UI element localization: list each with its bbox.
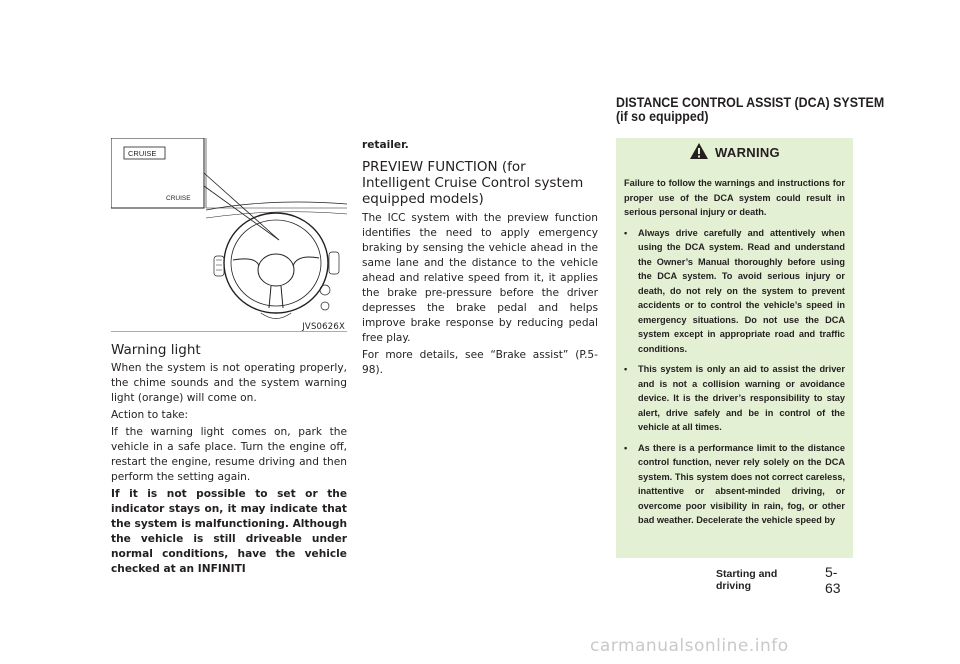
preview-function-heading: PREVIEW FUNCTION (for Intelligent Cruise Control system equipped models) xyxy=(362,159,584,207)
list-item: • Always drive carefully and attentively when using the DCA system. Read and understand the Owner’s Manual thoroughly before using the DCA system. To avoid serious injury or death, do not rely on the system to prevent accidents or to control the vehicle’s speed in emergency situations. Do not use the DCA system except in appropriate road and traffic conditions. xyxy=(624,227,845,354)
warning-body xyxy=(616,166,853,528)
dashboard-figure xyxy=(111,138,347,332)
page-footer xyxy=(716,564,853,596)
warning-triangle-icon xyxy=(689,142,709,163)
continuation-text: retailer. xyxy=(362,139,409,151)
footer-section-name: Starting and driving xyxy=(716,568,778,592)
cruise-indicator-label: CRUISE xyxy=(128,149,157,158)
list-item: • This system is only an aid to assist the driver and is not a collision warning or avoidance device. It is the driver’s responsibility to stay alert, drive safely and be in control of the vehicle at all times. xyxy=(624,364,845,432)
watermark: carmanualsonline.info xyxy=(590,636,789,656)
section-title-line1: DISTANCE CONTROL ASSIST (DCA) SYSTEM xyxy=(616,95,885,110)
warning-title: WARNING xyxy=(715,144,780,160)
right-column xyxy=(616,95,885,558)
left-column xyxy=(111,138,347,579)
section-title-line2: (if so equipped) xyxy=(616,109,709,124)
middle-column xyxy=(362,138,598,380)
warning-list xyxy=(624,226,845,528)
section-title xyxy=(616,95,885,124)
warning-light-heading: Warning light xyxy=(111,342,201,358)
warning-header xyxy=(616,138,853,166)
warning-light-paragraph: When the system is not operating properly, the chime sounds and the system warning light (orange) will come on. xyxy=(111,362,347,404)
page-number: 5-63 xyxy=(825,564,841,596)
brake-assist-reference: For more details, see “Brake assist” (P.5-98). xyxy=(362,349,598,376)
wheel-cruise-label: CRUISE xyxy=(166,195,191,202)
warning-box xyxy=(616,138,853,558)
action-paragraph: If the warning light comes on, park the vehicle in a safe place. Turn the engine off, restart the engine, resume driving and then perform the setting again. xyxy=(111,426,347,483)
warning-intro: Failure to follow the warnings and instructions for proper use of the DCA system could result in serious personal injury or death. xyxy=(624,178,845,217)
action-label: Action to take: xyxy=(111,409,189,421)
list-item: • As there is a performance limit to the distance control function, never rely solely on the DCA system. This system does not correct careless, inattentive or absent-minded driving, or overcome poor visibility in rain, fog, or other bad weather. Decelerate the vehicle speed by xyxy=(624,442,845,525)
steering-wheel-illustration xyxy=(111,138,347,332)
malfunction-paragraph: If it is not possible to set or the indicator stays on, it may indicate that the system is malfunctioning. Although the vehicle is still driveable under normal conditions, have the vehicle checked at an INFINITI xyxy=(111,488,347,575)
figure-caption: JVS0626X xyxy=(302,322,345,332)
preview-function-paragraph: The ICC system with the preview function identifies the need to apply emergency braking by sensing the vehicle ahead in the same lane and the distance to the vehicle ahead and relative speed from it, it applies the brake pre-pressure before the driver depresses the brake pedal and helps improve brake response by reducing pedal free play. xyxy=(362,212,598,344)
